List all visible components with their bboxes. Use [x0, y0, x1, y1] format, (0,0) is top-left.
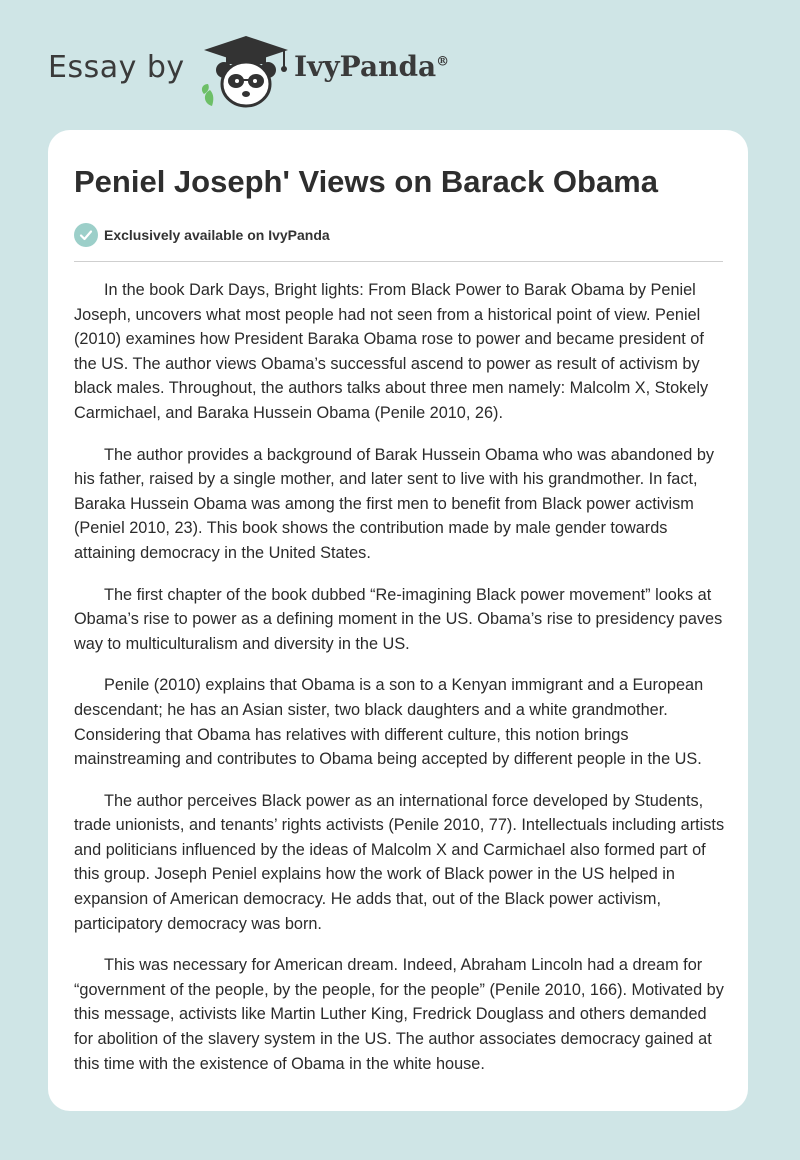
paragraph: The author provides a background of Barak Hussein Obama who was abandoned by his father, raised by a single mother, and later sent to live with his grandmother. In fact, Baraka Hussein Obama was among the first men to benefit from Black power activism (Peniel 2010, 23). This book shows the contribution made by male gender towards attaining democracy in the United States. [74, 445, 715, 562]
divider [74, 261, 723, 262]
badge-text: Exclusively available on IvyPanda [104, 227, 330, 243]
registered-mark: ® [436, 54, 450, 70]
paragraph: In the book Dark Days, Bright lights: From Black Power to Barak Obama by Peniel Joseph, uncovers what most people had not seen from a historical point of view. Peniel (2010) examines how President Baraka Obama rose to power and became president of the US. The author views Obama’s successful ascend to power as result of activism by black males. Throughout, the authors talks about three men namely: Malcolm X, Stokely Carmichael, and Baraka Hussein Obama (Penile 2010, 26). [74, 281, 709, 422]
page-title: Peniel Joseph' Views on Barack Obama [74, 164, 658, 199]
check-circle-icon [74, 223, 98, 247]
essay-body [74, 278, 726, 1093]
brand-name[interactable] [294, 50, 449, 83]
paragraph: This was necessary for American dream. Indeed, Abraham Lincoln had a dream for “government of the people, by the people, for the people” (Penile 2010, 166). Motivated by this message, activists like Martin Luther King, Fredrick Douglass and others demanded for abolition of the slavery system in the US. The author associates democracy gained at this time with the existence of Obama in the white house. [74, 956, 724, 1073]
paragraph: The author perceives Black power as an international force developed by Students, trade unionists, and tenants’ rights activists (Penile 2010, 77). Intellectuals including artists and politicians influenced by the ideas of Malcolm X and Carmichael also formed part of this group. Joseph Peniel explains how the work of Black power in the US helped in expansion of American democracy. He adds that, out of the Black power activism, participatory democracy was born. [74, 791, 725, 933]
essay-card [48, 130, 748, 1111]
paragraph: The first chapter of the book dubbed “Re-imagining Black power movement” looks at Obama’s rise to power as a defining moment in the US. Obama’s rise to presidency paves way to multiculturalism and diversity in the US. [74, 585, 723, 653]
paragraph: Penile (2010) explains that Obama is a son to a Kenyan immigrant and a European descendant; he has an Asian sister, two black daughters and a white grandmother. Considering that Obama has relatives with different culture, this notion brings mainstreaming and contributes to Obama being accepted by different people in the US. [74, 676, 704, 769]
essay-by-label: Essay by [48, 50, 185, 85]
brand-text: IvyPanda [294, 50, 437, 83]
availability-badge [74, 222, 330, 248]
panda-graduation-cap-icon[interactable] [200, 34, 292, 110]
site-header [0, 0, 800, 130]
